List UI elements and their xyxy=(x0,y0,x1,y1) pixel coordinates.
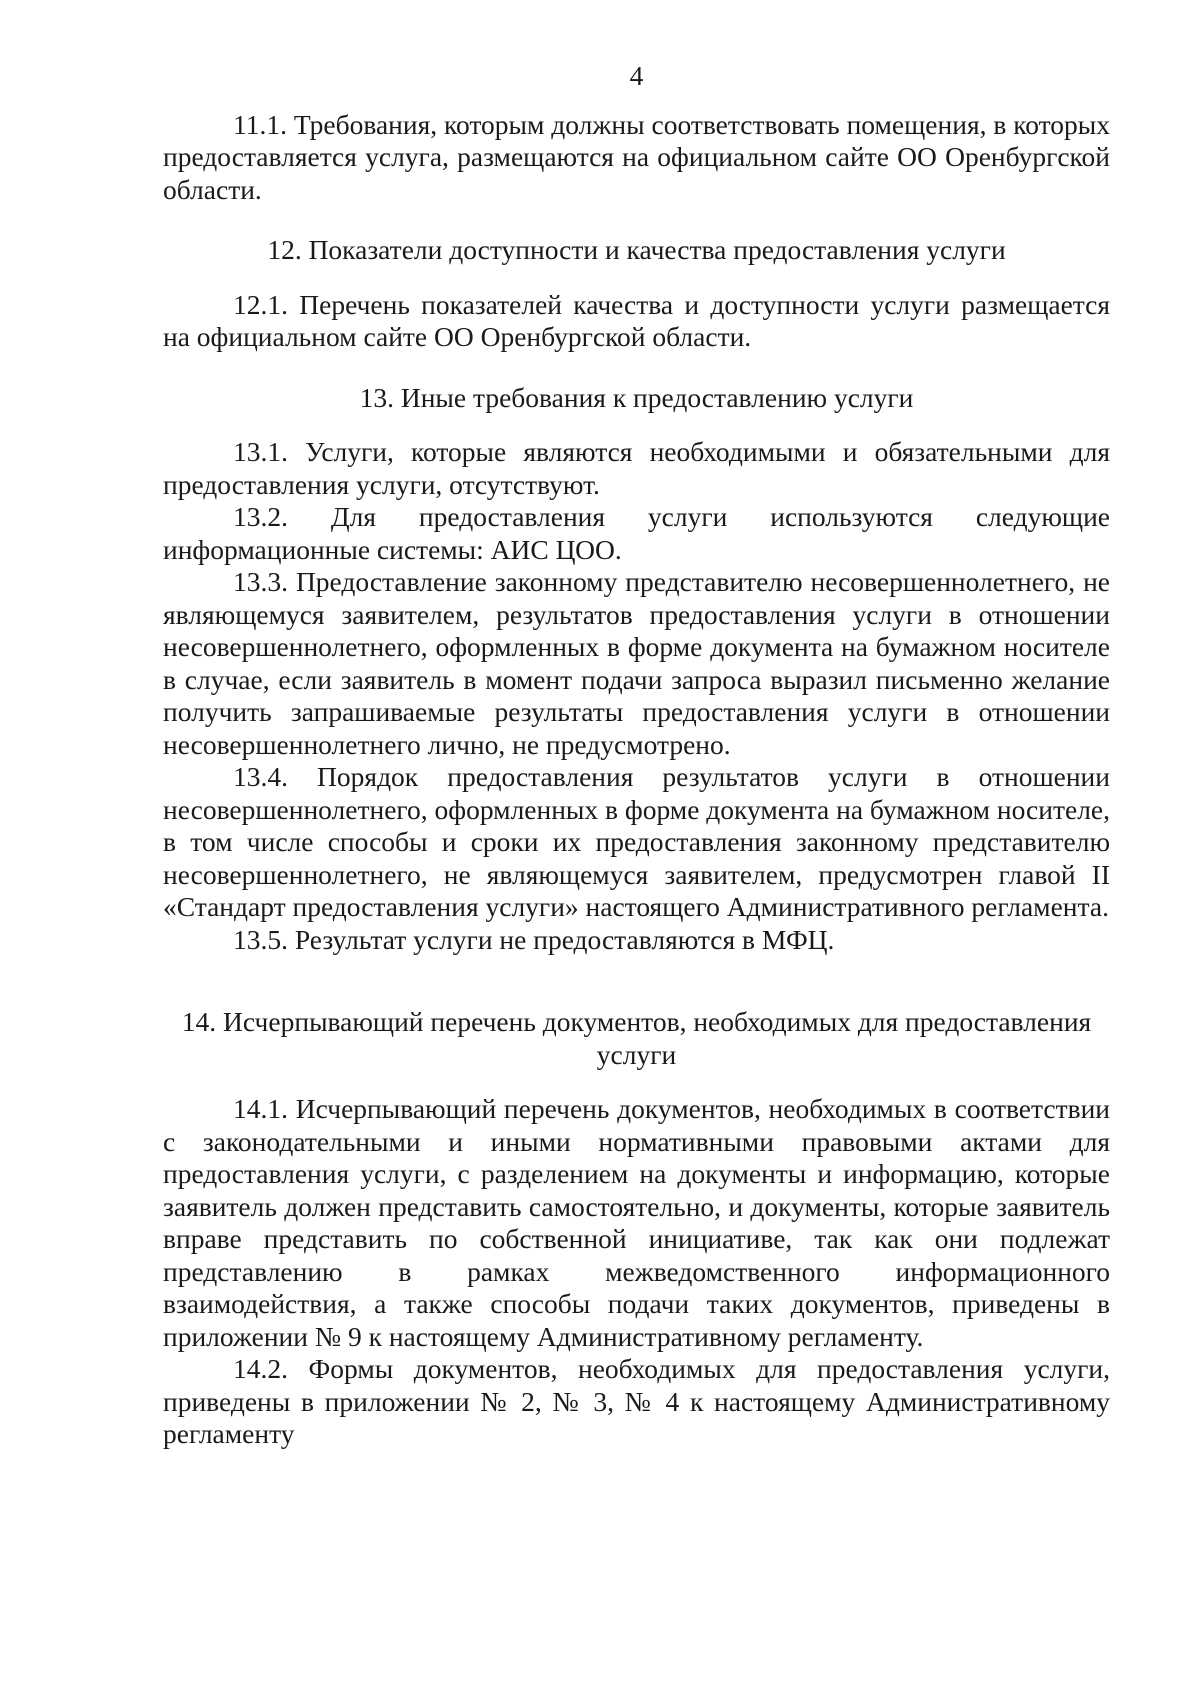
section-heading-14: 14. Исчерпывающий перечень документов, необходимых для предоставления услуги xyxy=(181,1006,1092,1070)
document-page xyxy=(163,60,1110,1451)
paragraph-13-5: 13.5. Результат услуги не предоставляются в МФЦ. xyxy=(233,923,835,955)
paragraph-13-2: 13.2. Для предоставления услуги используются следующие информационные системы: АИС ЦОО. xyxy=(163,501,1110,565)
page-number: 4 xyxy=(629,60,644,91)
section-heading-12: 12. Показатели доступности и качества предоставления услуги xyxy=(267,234,1006,265)
paragraph-14-1: 14.1. Исчерпывающий перечень документов, необходимых в соответствии с законодательными и иными нормативными правовыми актами для предоставления услуги, с разделением на документы и информацию, которые заявитель должен представить самостоятельно, и документы, которые заявитель вправе представить по собственной инициативе, так как они подлежат представлению в рамках межведомственного информационного взаимодействия, а также способы подачи таких документов, приведены в приложении № 9 к настоящему Административному регламенту. xyxy=(163,1093,1110,1352)
paragraph-11-1: 11.1. Требования, которым должны соответствовать помещения, в которых предоставляется услуга, размещаются на официальном сайте ОО Оренбургской области. xyxy=(163,108,1110,205)
paragraph-13-1: 13.1. Услуги, которые являются необходимыми и обязательными для предоставления услуги, отсутствуют. xyxy=(163,436,1110,500)
paragraph-12-1: 12.1. Перечень показателей качества и доступности услуги размещается на официальном сайте ОО Оренбургской области. xyxy=(163,288,1110,352)
paragraph-13-3: 13.3. Предоставление законному представителю несовершеннолетнего, не являющемуся заявителем, результатов предоставления услуги в отношении несовершеннолетнего, оформленных в форме документа на бумажном носителе в случае, если заявитель в момент подачи запроса выразил письменно желание получить запрашиваемые результаты предоставления услуги в отношении несовершеннолетнего лично, не предусмотрено. xyxy=(163,566,1110,760)
paragraph-13-4: 13.4. Порядок предоставления результатов услуги в отношении несовершеннолетнего, оформленных в форме документа на бумажном носителе, в том числе способы и сроки их предоставления законному представителю несовершеннолетнего, не являющемуся заявителем, предусмотрен главой II «Стандарт предоставления услуги» настоящего Административного регламента. xyxy=(163,761,1111,922)
section-heading-13: 13. Иные требования к предоставлению услуги xyxy=(359,381,914,413)
paragraph-14-2: 14.2. Формы документов, необходимых для предоставления услуги, приведены в приложении № 2, № 3, № 4 к настоящему Административному регламенту xyxy=(163,1353,1110,1449)
